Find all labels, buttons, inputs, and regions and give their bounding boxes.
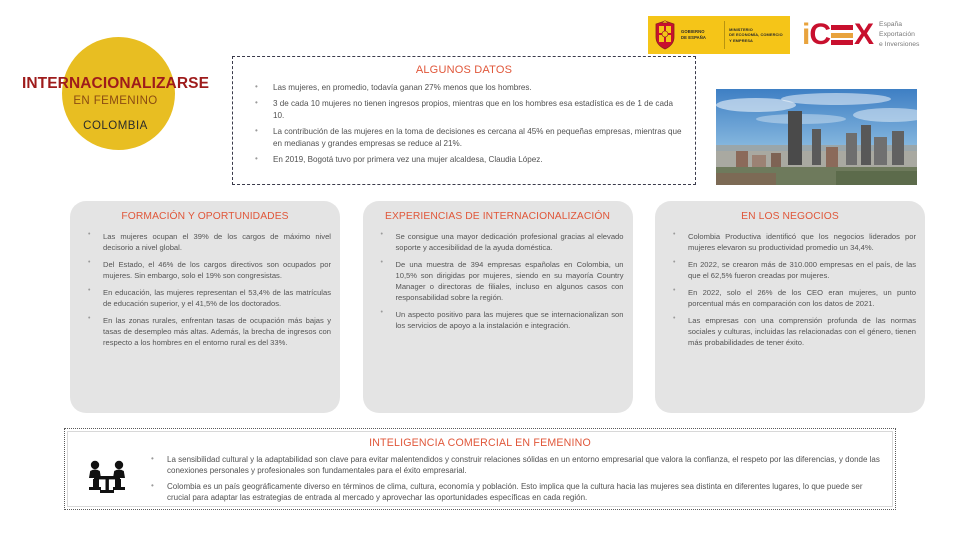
card-en-los-negocios xyxy=(655,201,925,413)
ministerio-label: MINISTERIO DE ECONOMÍA, COMERCIO Y EMPRESA xyxy=(729,27,783,43)
list-item: • En educación, las mujeres representan el 53,4% de las matrículas de educación superior, y el 41,5% de los doctorados. xyxy=(79,287,331,309)
list-item: • Las empresas con una comprensión profunda de las normas sociales y culturas, incluidas las relacionadas con el género, tienen más probabilidades de tener éxito. xyxy=(664,315,916,348)
list-item: • 3 de cada 10 mujeres no tienen ingresos propios, mientras que en los hombres esa estadística es de 1 de cada 10. xyxy=(243,98,685,121)
logo-bar xyxy=(648,14,948,56)
card-list xyxy=(372,231,624,331)
panel-list xyxy=(139,454,883,507)
card-experiencias-de-internacionalizacion xyxy=(363,201,633,413)
list-item: • La sensibilidad cultural y la adaptabilidad son clave para evitar malentendidos y construir relaciones sólidas en un entorno empresarial que valora la confianza, el respeto por las diferencias, y donde las conexiones personales y profesionales son fundamentales para el éxito empresarial. xyxy=(139,454,883,477)
brand-title-block xyxy=(8,76,223,132)
bogota-skyline-photo xyxy=(716,89,917,185)
icex-logo xyxy=(802,20,919,50)
algunos-datos-panel xyxy=(232,56,696,185)
icex-letter-x: X xyxy=(854,18,874,51)
card-list xyxy=(664,231,916,348)
card-title: EXPERIENCIAS DE INTERNACIONALIZACIÓN xyxy=(384,211,611,222)
list-item: • En las zonas rurales, enfrentan tasas de ocupación más bajas y tasas de desempleo más altas. Además, la brecha de ingresos con respecto a los hombres en el entorno rural es del 33%. xyxy=(79,315,331,348)
icex-letter-i: i xyxy=(802,18,810,51)
icex-flag-bars-icon xyxy=(831,24,853,46)
algunos-datos-title: ALGUNOS DATOS xyxy=(415,64,513,76)
list-item: • Las mujeres, en promedio, todavía ganan 27% menos que los hombres. xyxy=(243,82,685,93)
card-list xyxy=(79,231,331,348)
list-item: • En 2022, se crearon más de 310.000 empresas en el país, de las que el 62,5% fueron creadas por mujeres. xyxy=(664,259,916,281)
meeting-table-icon xyxy=(81,456,133,498)
list-item: • La contribución de las mujeres en la toma de decisiones es cercana al 45% en pequeñas empresas, mientras que en medianas y grandes empresas se reduce al 21%. xyxy=(243,126,685,149)
inteligencia-comercial-panel xyxy=(64,428,896,510)
cards-row xyxy=(70,201,925,413)
logo-divider xyxy=(724,21,725,49)
list-item: • Colombia Productiva identificó que los negocios liderados por mujeres elevaron su productividad promedio un 34,4%. xyxy=(664,231,916,253)
list-item: • Las mujeres ocupan el 39% de los cargos de máximo nivel decisorio a nivel global. xyxy=(79,231,331,253)
gobierno-label: GOBIERNO DE ESPAÑA xyxy=(681,29,707,40)
list-item: • En 2022, solo el 26% de los CEO eran mujeres, un punto porcentual más en comparación con los datos de 2021. xyxy=(664,287,916,309)
list-item: • Del Estado, el 46% de los cargos directivos son ocupados por mujeres. Sin embargo, solo el 19% son congresistas. xyxy=(79,259,331,281)
panel-body xyxy=(77,454,883,507)
icex-letter-c: C xyxy=(809,18,831,51)
country-label: COLOMBIA xyxy=(83,120,148,133)
list-item: • Se consigue una mayor dedicación profesional gracias al elevado soporte y accesibilidad de la ayuda doméstica. xyxy=(372,231,624,253)
card-formacion-y-oportunidades xyxy=(70,201,340,413)
icex-wordmark xyxy=(802,20,873,50)
list-item: • En 2019, Bogotá tuvo por primera vez una mujer alcaldesa, Claudia López. xyxy=(243,154,685,165)
icex-tagline: España Exportación e Inversiones xyxy=(879,21,920,48)
list-item: • De una muestra de 394 empresas españolas en Colombia, un 10,5% son dirigidas por mujeres, siendo en su mayoría Country Manager o directoras de filiales, incluso en algunos casos con responsabilidad sobre la región. xyxy=(372,259,624,303)
spain-coat-of-arms-icon xyxy=(652,20,678,50)
list-item: • Colombia es un país geográficamente diverso en términos de clima, cultura, economía y población. Esto implica que la cultura hacia las mujeres sea distinta en diferentes lugares, lo que puede ser crucial para adaptar las estrategias de entrada al mercado y aprovechar las oportunidades específicas en cada región. xyxy=(139,481,883,504)
page-subtitle: EN FEMENINO xyxy=(73,95,158,108)
gobierno-de-espana-logo xyxy=(648,16,790,54)
panel-inner-border xyxy=(67,431,893,507)
card-title: EN LOS NEGOCIOS xyxy=(741,211,839,222)
algunos-datos-list xyxy=(243,82,685,166)
list-item: • Un aspecto positivo para las mujeres que se internacionalizan son los servicios de apoyo a la instalación e integración. xyxy=(372,309,624,331)
card-title: FORMACIÓN Y OPORTUNIDADES xyxy=(121,211,289,222)
panel-title: INTELIGENCIA COMERCIAL EN FEMENINO xyxy=(369,437,591,449)
page-title: INTERNACIONALIZARSE xyxy=(21,75,210,92)
